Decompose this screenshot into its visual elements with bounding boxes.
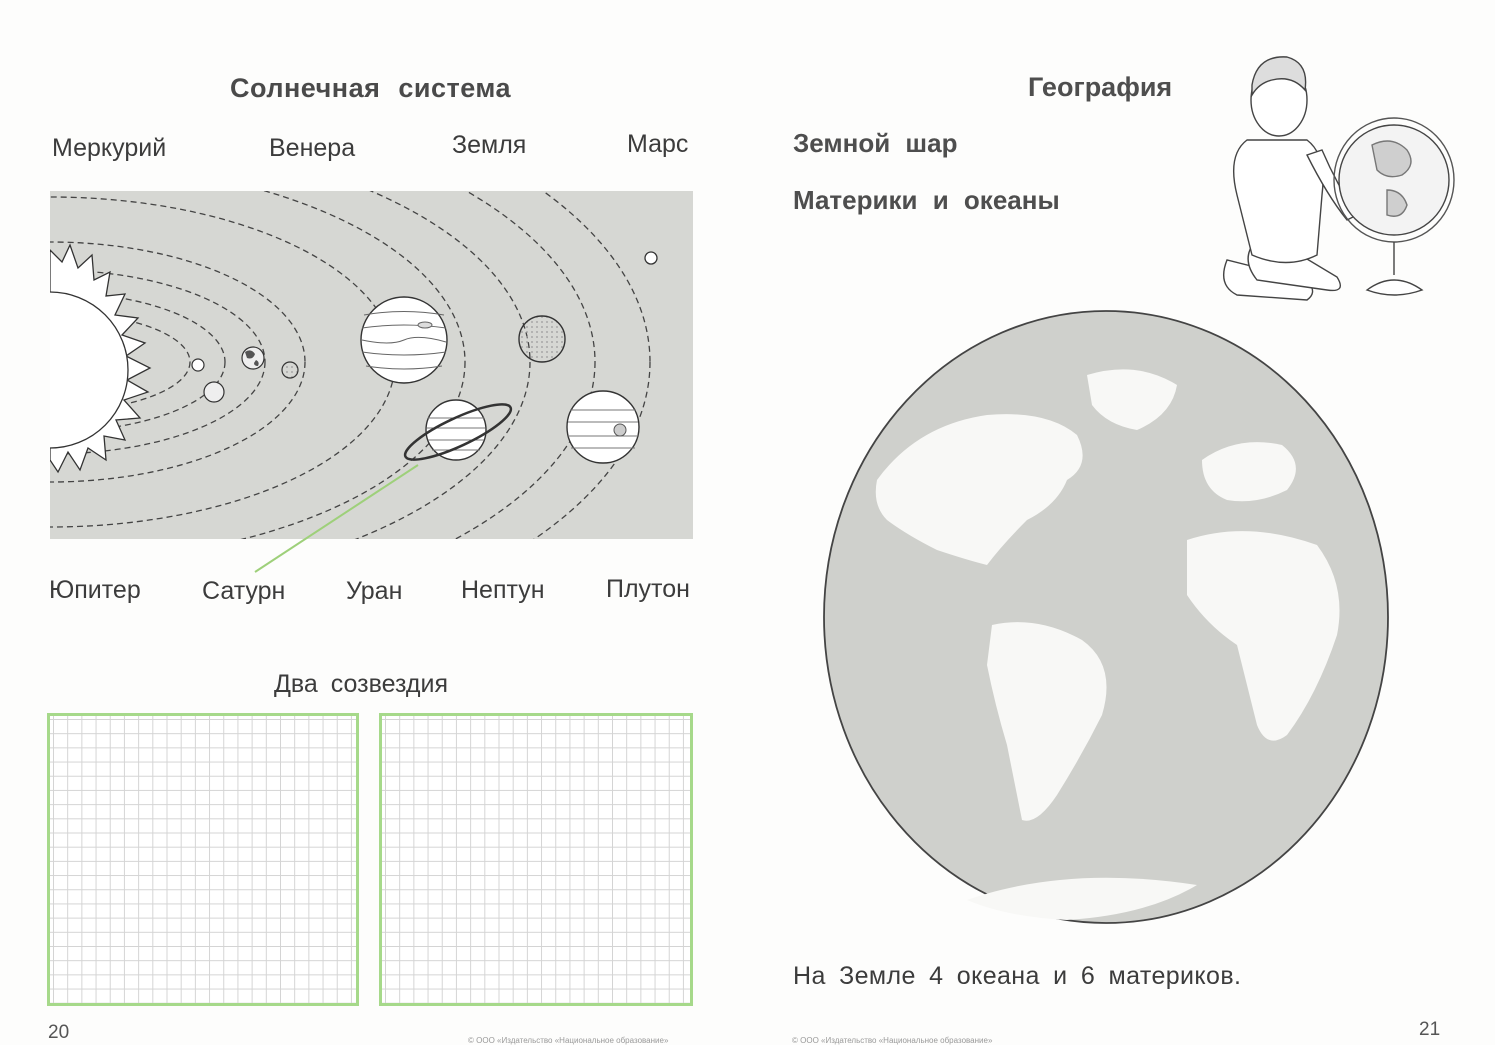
planet-neptune bbox=[567, 391, 639, 463]
globe-heading: Земной шар bbox=[793, 128, 958, 158]
constellations-title: Два созвездия bbox=[274, 670, 449, 698]
label-mars: Марс bbox=[627, 130, 689, 158]
page-number-left: 20 bbox=[48, 1022, 70, 1043]
constellation-grid-1[interactable] bbox=[47, 713, 359, 1006]
oceans-continents-caption: На Земле 4 океана и 6 материков. bbox=[793, 962, 1242, 990]
solar-system-illustration bbox=[0, 0, 747, 620]
planet-mercury bbox=[192, 359, 204, 371]
planet-earth bbox=[242, 347, 264, 369]
label-earth: Земля bbox=[452, 131, 527, 159]
world-globe-map bbox=[817, 305, 1397, 930]
geography-title: География bbox=[1028, 72, 1173, 102]
planet-pluto bbox=[645, 252, 657, 264]
label-pluto: Плутон bbox=[606, 575, 690, 603]
planet-uranus bbox=[519, 316, 565, 362]
label-venus: Венера bbox=[269, 134, 356, 162]
constellation-grid-2[interactable] bbox=[379, 713, 693, 1006]
label-jupiter: Юпитер bbox=[49, 576, 141, 604]
label-mercury: Меркурий bbox=[52, 134, 167, 162]
planet-venus bbox=[204, 382, 224, 402]
label-saturn: Сатурн bbox=[202, 577, 286, 605]
page-number-right: 21 bbox=[1419, 1019, 1441, 1040]
solar-system-title: Солнечная система bbox=[230, 73, 512, 103]
label-uranus: Уран bbox=[346, 577, 403, 605]
planet-jupiter bbox=[361, 297, 447, 383]
copyright-left: © ООО «Издательство «Национальное образование» bbox=[468, 1036, 669, 1045]
left-page bbox=[0, 0, 747, 1045]
copyright-right: © ООО «Издательство «Национальное образование» bbox=[792, 1036, 993, 1045]
boy-with-globe-illustration bbox=[1197, 45, 1457, 310]
planet-mars bbox=[282, 362, 298, 378]
right-page bbox=[747, 0, 1495, 1045]
label-neptune: Нептун bbox=[461, 576, 545, 604]
continents-oceans-heading: Материки и океаны bbox=[793, 185, 1060, 215]
